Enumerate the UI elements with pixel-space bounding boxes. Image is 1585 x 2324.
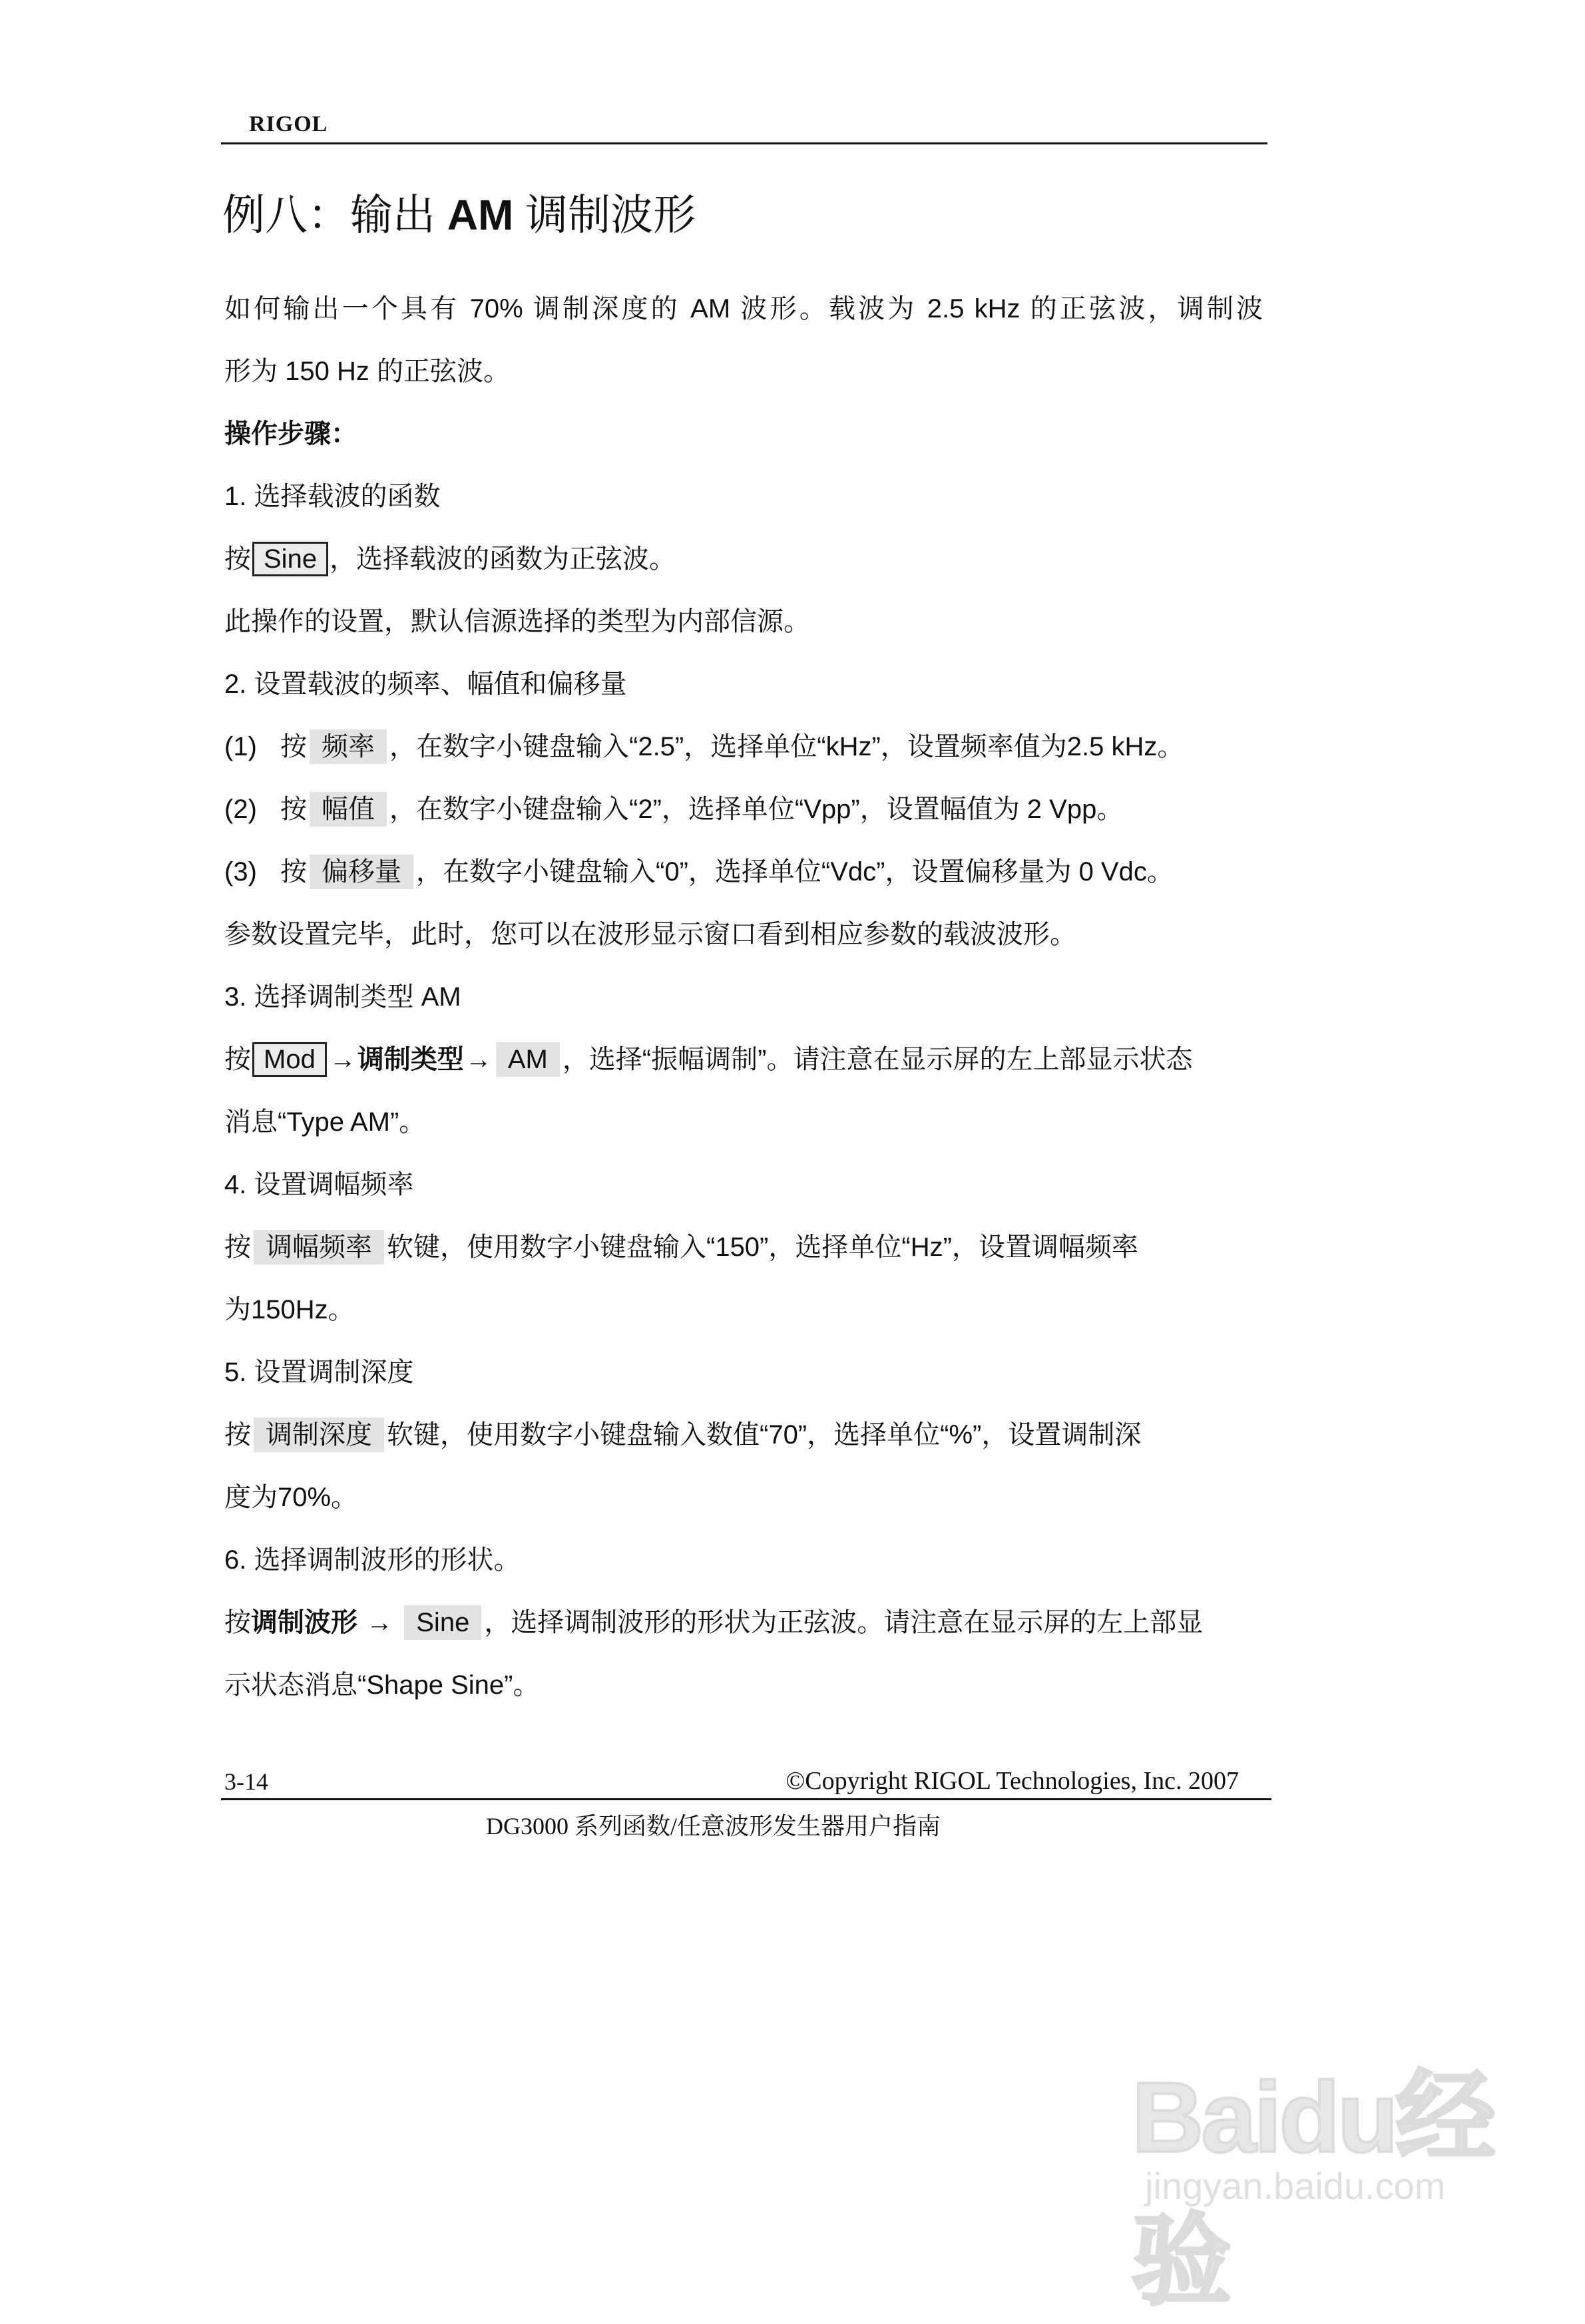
press-text: 按: [280, 732, 307, 761]
step6-line-2: 示状态消息“Shape Sine”。: [224, 1670, 540, 1700]
mod-type-menu[interactable]: 调制类型: [357, 1045, 464, 1074]
item-number: (2): [224, 795, 257, 824]
step4-instruction: [224, 1227, 1263, 1267]
item-number: (1): [224, 732, 257, 761]
step3-title: 3. 选择调制类型 AM: [224, 982, 461, 1012]
item-text: ，在数字小键盘输入“0”，选择单位“Vdc”，设置偏移量为 0 Vdc。: [416, 857, 1174, 886]
press-text: 按: [224, 1420, 251, 1450]
baidu-watermark: [1132, 2010, 1504, 2317]
baidu-logo: Baidu经验: [1132, 2061, 1493, 2317]
step1-title: 1. 选择载波的函数: [224, 482, 441, 511]
step1-note: 此操作的设置，默认信源选择的类型为内部信源。: [224, 607, 810, 636]
item-number: (3): [224, 857, 257, 886]
am-freq-softkey[interactable]: 调幅频率: [254, 1230, 384, 1264]
arrow-right-icon: →: [329, 1045, 356, 1074]
copyright: ©Copyright RIGOL Technologies, Inc. 2007: [786, 1767, 1239, 1795]
step4-line-2: 为150Hz。: [224, 1295, 355, 1324]
press-text: 按: [280, 795, 307, 824]
step1-instruction: [224, 539, 1263, 579]
step4-title: 4. 设置调幅频率: [224, 1170, 414, 1199]
title-bold: AM: [447, 191, 514, 239]
title-suffix: 调制波形: [513, 191, 696, 239]
step6-instruction: [224, 1603, 1263, 1643]
header-rule: [221, 142, 1267, 144]
mod-depth-softkey[interactable]: 调制深度: [254, 1418, 384, 1452]
intro-line-1: 如何输出一个具有 70% 调制深度的 AM 波形。载波为 2.5 kHz 的正弦波，调制波: [224, 294, 1263, 323]
step2-item-1: [224, 727, 1263, 767]
frequency-softkey[interactable]: 频率: [310, 729, 387, 764]
step2-item-3: [224, 852, 1263, 892]
am-softkey[interactable]: AM: [496, 1042, 560, 1077]
step1-after: ，选择载波的函数为正弦波。: [330, 544, 676, 574]
step6-title: 6. 选择调制波形的形状。: [224, 1545, 521, 1575]
press-text: 按: [224, 1233, 251, 1262]
step5-after: 软键，使用数字小键盘输入数值“70”，选择单位“%”，设置调制深: [387, 1420, 1142, 1450]
document-title: DG3000 系列函数/任意波形发生器用户指南: [486, 1813, 941, 1840]
step6-after: ，选择调制波形的形状为正弦波。请注意在显示屏的左上部显: [484, 1608, 1204, 1637]
amplitude-softkey[interactable]: 幅值: [310, 792, 387, 827]
step3-after: ，选择“振幅调制”。请注意在显示屏的左上部显示状态: [562, 1045, 1193, 1074]
press-text: 按: [224, 1608, 251, 1637]
title-prefix: 例八：输出: [222, 191, 447, 239]
page-title: [222, 185, 696, 245]
shape-sine-softkey[interactable]: Sine: [404, 1605, 481, 1640]
intro-line-2: 形为 150 Hz 的正弦波。: [224, 357, 510, 386]
press-text: 按: [224, 1045, 251, 1074]
mod-shape-menu[interactable]: 调制波形: [251, 1608, 357, 1637]
steps-heading: 操作步骤：: [224, 419, 357, 449]
step2-title: 2. 设置载波的频率、幅值和偏移量: [224, 670, 627, 699]
item-text: ，在数字小键盘输入“2.5”，选择单位“kHz”，设置频率值为2.5 kHz。: [389, 732, 1184, 761]
page-number: 3-14: [224, 1768, 268, 1795]
mod-key[interactable]: Mod: [252, 1042, 327, 1077]
watermark-url: jingyan.baidu.com: [1145, 2165, 1446, 2207]
step3-instruction: [224, 1040, 1263, 1079]
press-text: 按: [280, 857, 307, 886]
arrow-right-icon: →: [366, 1608, 393, 1637]
step4-after: 软键，使用数字小键盘输入“150”，选择单位“Hz”，设置调幅频率: [387, 1233, 1138, 1262]
step5-line-2: 度为70%。: [224, 1483, 358, 1512]
step5-instruction: [224, 1415, 1263, 1455]
footer-rule: [221, 1798, 1271, 1800]
sine-key[interactable]: Sine: [252, 542, 328, 576]
item-text: ，在数字小键盘输入“2”，选择单位“Vpp”，设置幅值为 2 Vpp。: [389, 795, 1124, 824]
offset-softkey[interactable]: 偏移量: [310, 855, 413, 889]
step2-note: 参数设置完毕，此时，您可以在波形显示窗口看到相应参数的载波波形。: [224, 920, 1076, 949]
press-text: 按: [224, 544, 251, 574]
step2-item-2: [224, 789, 1263, 829]
step5-title: 5. 设置调制深度: [224, 1358, 414, 1387]
header-brand: RIGOL: [249, 112, 328, 136]
arrow-right-icon: →: [465, 1045, 492, 1074]
step3-line-2: 消息“Type AM”。: [224, 1107, 426, 1137]
